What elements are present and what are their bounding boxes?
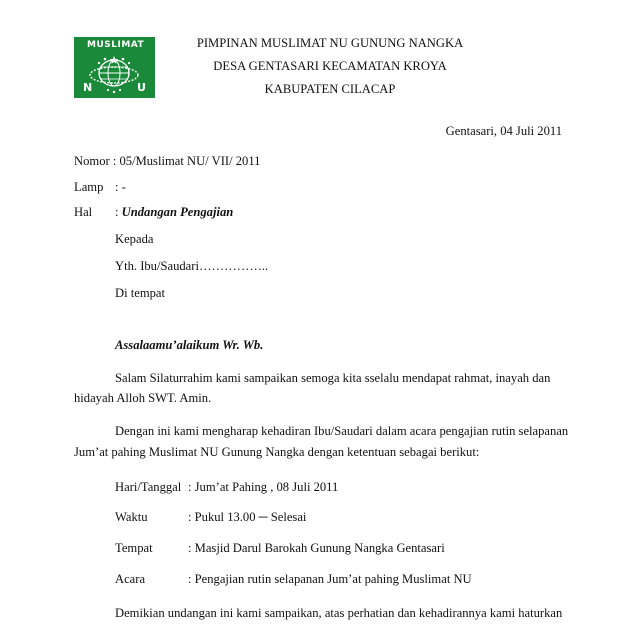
para1-line2: hidayah Alloh SWT. Amin. bbox=[74, 391, 212, 405]
logo-letter-n: N bbox=[83, 81, 93, 94]
greeting: Assalaamu’alaikum Wr. Wb. bbox=[115, 338, 264, 352]
detail-value-tempat: : Masjid Darul Barokah Gunung Nangka Gentasari bbox=[188, 541, 445, 555]
nomor-line: Nomor : 05/Muslimat NU/ VII/ 2011 bbox=[74, 154, 261, 168]
letter-date: Gentasari, 04 Juli 2011 bbox=[445, 124, 562, 138]
hal-colon: : bbox=[115, 205, 119, 219]
hal-label: Hal bbox=[74, 205, 93, 219]
detail-label-acara: Acara bbox=[115, 572, 146, 586]
detail-value-hari: : Jum’at Pahing , 08 Juli 2011 bbox=[188, 480, 339, 494]
detail-label-tempat: Tempat bbox=[115, 541, 153, 555]
logo-letter-u: U bbox=[137, 81, 146, 94]
detail-label-waktu: Waktu bbox=[115, 510, 148, 524]
muslimat-nu-logo bbox=[74, 37, 155, 98]
letterhead-line-2: DESA GENTASARI KECAMATAN KROYA bbox=[213, 59, 447, 73]
closing-line1: Demikian undangan ini kami sampaikan, atas perhatian dan kehadirannya kami haturkan bbox=[115, 606, 563, 620]
detail-label-hari: Hari/Tanggal bbox=[115, 480, 182, 494]
para2-line1: Dengan ini kami mengharap kehadiran Ibu/Saudari dalam acara pengajian rutin selapanan bbox=[115, 424, 569, 438]
lamp-value: : - bbox=[115, 180, 126, 194]
letterhead-line-1: PIMPINAN MUSLIMAT NU GUNUNG NANGKA bbox=[196, 36, 464, 50]
para1-line1: Salam Silaturrahim kami sampaikan semoga kita sselalu mendapat rahmat, inayah dan bbox=[115, 371, 551, 385]
logo-top-text: MUSLIMAT bbox=[87, 40, 145, 50]
recipient-tempat: Di tempat bbox=[115, 286, 166, 300]
detail-value-acara: : Pengajian rutin selapanan Jum’at pahing Muslimat NU bbox=[188, 572, 472, 586]
hal-line bbox=[115, 205, 233, 220]
recipient-kepada: Kepada bbox=[115, 232, 154, 246]
hal-value: Undangan Pengajian bbox=[121, 205, 234, 219]
detail-value-waktu: : Pukul 13.00 ─ Selesai bbox=[188, 510, 307, 524]
letterhead-line-3: KABUPATEN CILACAP bbox=[264, 82, 396, 96]
recipient-yth: Yth. Ibu/Saudari…………….. bbox=[115, 259, 269, 273]
lamp-label: Lamp bbox=[74, 180, 104, 194]
para2-line2: Jum’at pahing Muslimat NU Gunung Nangka dengan ketentuan sebagai berikut: bbox=[74, 445, 480, 459]
